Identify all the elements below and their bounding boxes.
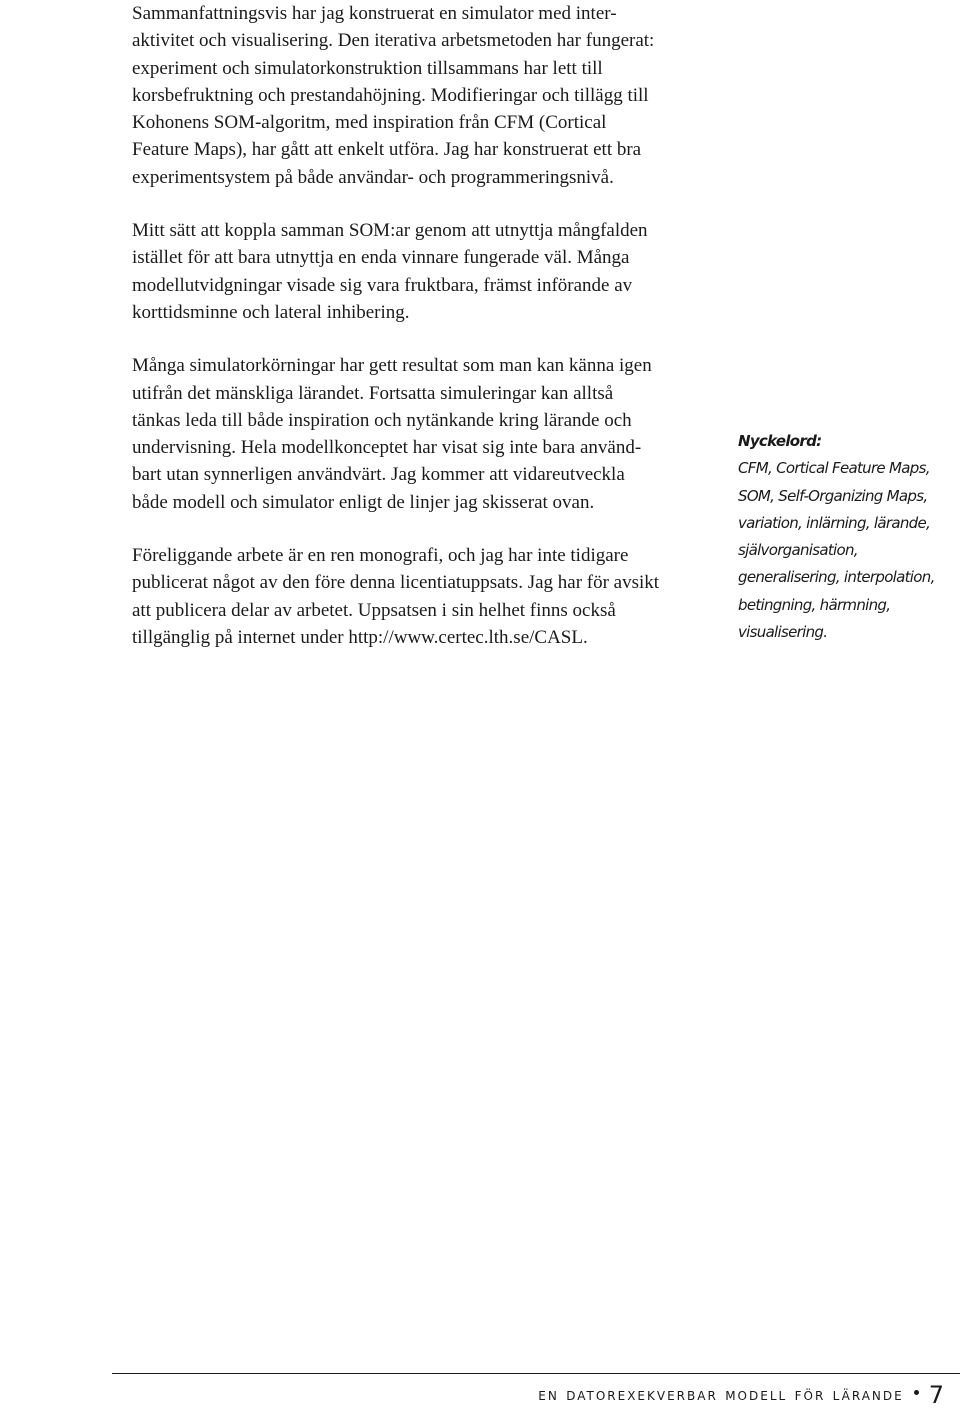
text-line: Sammanfattningsvis har jag konstruerat en simulator med inter- bbox=[132, 3, 617, 24]
text-line: aktivitet och visualisering. Den iterativa arbetsmetoden har fungerat: bbox=[132, 30, 655, 52]
keyword-line: SOM, Self-Organizing Maps, bbox=[738, 486, 928, 505]
footer-divider bbox=[112, 1373, 960, 1374]
keyword-line: generalisering, interpolation, bbox=[738, 568, 935, 587]
text-line: Feature Maps), har gått att enkelt utföra. Jag har konstruerat ett bra bbox=[132, 139, 642, 161]
paragraph-2 bbox=[132, 217, 712, 326]
keyword-line: betingning, härmning, bbox=[738, 595, 891, 614]
keywords-heading: Nyckelord: bbox=[738, 432, 822, 450]
text-line: korsbefruktning och prestandahöjning. Modifieringar och tillägg till bbox=[132, 84, 649, 106]
text-line: utifrån det mänskliga lärandet. Fortsatta simuleringar kan alltså bbox=[132, 382, 614, 404]
body-text bbox=[132, 0, 712, 677]
separator-dot bbox=[914, 1390, 919, 1395]
text-line: experiment och simulatorkonstruktion tillsammans har lett till bbox=[132, 57, 603, 79]
page-footer bbox=[538, 1383, 944, 1407]
text-line: publicerat något av den före denna licentiatuppsats. Jag har för avsikt bbox=[132, 572, 660, 594]
paragraph-1 bbox=[132, 0, 712, 191]
text-line: både modell och simulator enligt de linjer jag skisserat ovan. bbox=[132, 491, 595, 513]
text-line: tänkas leda till både inspiration och nytänkande kring lärande och bbox=[132, 409, 632, 431]
keyword-line: självorganisation, bbox=[738, 541, 858, 560]
paragraph-3 bbox=[132, 352, 712, 516]
keywords-sidebar bbox=[738, 428, 953, 646]
text-line: tillgänglig på internet under http://www.certec.lth.se/CASL. bbox=[132, 626, 588, 648]
keyword-line: CFM, Cortical Feature Maps, bbox=[738, 459, 930, 478]
text-line: Föreliggande arbete är en ren monografi, och jag har inte tidigare bbox=[132, 545, 629, 567]
text-line: undervisning. Hela modellkonceptet har visat sig inte bara använd- bbox=[132, 437, 642, 459]
text-line: Kohonens SOM-algoritm, med inspiration från CFM (Cortical bbox=[132, 112, 607, 134]
keyword-line: variation, inlärning, lärande, bbox=[738, 513, 931, 532]
text-line: istället för att bara utnyttja en enda vinnare fungerade väl. Många bbox=[132, 247, 630, 269]
text-line: modellutvidgningar visade sig vara fruktbara, främst införande av bbox=[132, 274, 633, 296]
page-number: 7 bbox=[928, 1381, 944, 1409]
text-line: korttidsminne och lateral inhibering. bbox=[132, 301, 410, 323]
keyword-line: visualisering. bbox=[738, 623, 828, 642]
text-line: att publicera delar av arbetet. Uppsatsen i sin helhet finns också bbox=[132, 599, 616, 621]
text-line: experimentsystem på både användar- och programmeringsnivå. bbox=[132, 166, 614, 188]
text-line: Många simulatorkörningar har gett resultat som man kan känna igen bbox=[132, 355, 652, 377]
text-line: Mitt sätt att koppla samman SOM:ar genom att utnyttja mångfalden bbox=[132, 220, 648, 242]
paragraph-4 bbox=[132, 542, 712, 651]
text-line: bart utan synnerligen användvärt. Jag kommer att vidareutveckla bbox=[132, 464, 625, 486]
running-title: en datorexekverbar modell för lärande bbox=[538, 1385, 904, 1405]
